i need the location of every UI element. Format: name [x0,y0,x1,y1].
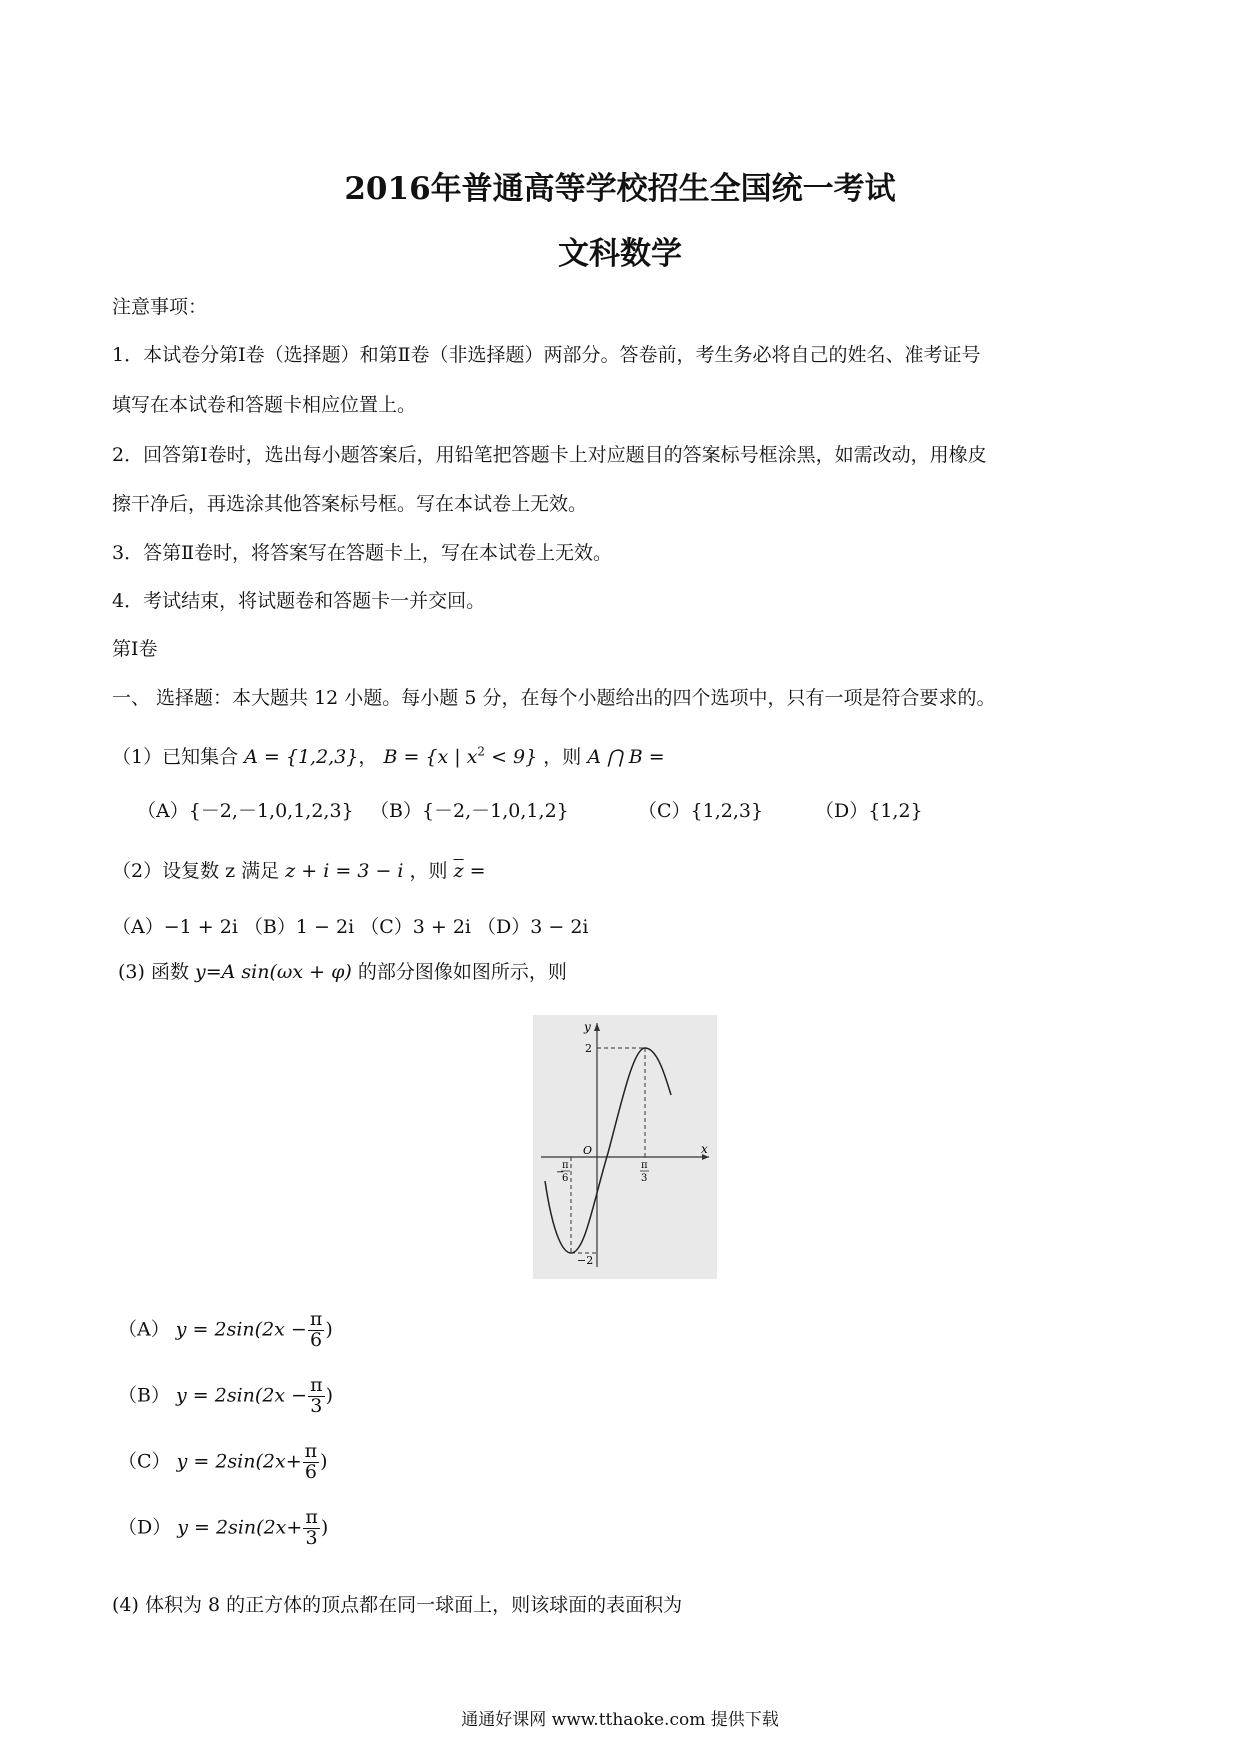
q1-prefix: （1）已知集合 [112,746,239,768]
q3-option-d-expr: y = 2sin(2x+ [177,1516,303,1539]
q3-option-a-close: ) [325,1318,333,1341]
q2-options: （A）−1 + 2i （B）1 − 2i （C）3 + 2i （D）3 − 2i [112,916,589,938]
q1-option-c: （C）{1,2,3} [638,800,764,822]
q3-option-a-num: π [309,1308,323,1330]
q3-graph-figure [533,1015,717,1279]
q2-condition: z + i = 3 − i [285,860,404,882]
q3-option-d [118,1508,328,1549]
q3-prefix: (3) 函数 [118,961,189,983]
q1-then: ，则 [543,746,582,768]
q1-option-b: （B）{－2,－1,0,1,2} [370,800,569,822]
q3-option-b [118,1376,333,1417]
q1-set-a: A = {1,2,3} [244,746,359,768]
q3-option-b-label: （B） [118,1384,170,1407]
q1-expr: A ⋂ B = [587,746,665,768]
q3-option-b-expr: y = 2sin(2x − [176,1384,308,1407]
notes-item-2-line-2: 擦干净后，再选涂其他答案标号框。写在本试卷上无效。 [112,493,588,515]
page-footer: 通通好课网 www.tthaoke.com 提供下载 [461,1710,779,1730]
q3-option-d-label: （D） [118,1516,172,1539]
notes-item-1-line-2: 填写在本试卷和答题卡相应位置上。 [112,394,417,416]
q3-option-c-expr: y = 2sin(2x+ [176,1450,302,1473]
tick-right-den: 3 [641,1173,648,1184]
q3-option-b-num: π [310,1374,323,1396]
y-axis-arrow [594,1023,600,1031]
q2-prefix: （2）设复数 z 满足 [112,860,280,882]
q3-function: y=A sin(ωx + φ) [195,961,352,983]
q3-option-a-expr: y = 2sin(2x − [175,1318,307,1341]
tick-left-den: 6 [562,1173,569,1184]
q1-set-b-pre: B = {x | x [383,746,478,768]
q3-option-c-label: （C） [118,1450,171,1473]
question-2-stem [112,856,486,883]
q3-option-d-num: π [305,1506,318,1528]
q3-option-c [118,1442,328,1483]
q1-comma: ， [358,746,378,768]
q3-option-d-den: 3 [305,1526,318,1549]
notes-item-3: 3．答第Ⅱ卷时，将答案写在答题卡上，写在本试卷上无效。 [112,542,613,564]
tick-left-num: π [562,1160,569,1171]
tick-left-sign: − [556,1167,565,1178]
q3-option-a-label: （A） [118,1318,170,1341]
x-label: x [701,1142,708,1156]
tick-neg2: −2 [577,1254,594,1267]
q1-option-d: （D）{1,2} [815,800,923,822]
q3-option-b-den: 3 [310,1394,323,1417]
q3-option-c-den: 6 [304,1460,317,1483]
q3-option-d-close: ) [320,1516,329,1539]
q3-option-a [118,1310,333,1351]
question-3-stem [118,957,567,984]
y-label: y [584,1020,591,1034]
notes-item-4: 4．考试结束，将试题卷和答题卡一并交回。 [112,590,486,612]
q1-option-a: （A）{－2,－1,0,1,2,3} [137,800,354,822]
tick-right-num: π [641,1160,648,1171]
q2-eq: = [463,860,486,882]
q1-set-b-sup: 2 [477,744,486,759]
q1-set-b-post: < 9} [485,746,538,768]
exam-title: 2016年普通高等学校招生全国统一考试 [344,171,896,207]
notes-item-2-line-1: 2．回答第Ⅰ卷时，选出每小题答案后，用铅笔把答题卡上对应题目的答案标号框涂黑，如需改动，用橡皮 [112,444,987,466]
q3-option-a-den: 6 [310,1328,323,1351]
q3-graph-svg [533,1015,717,1279]
sine-curve [545,1048,671,1253]
q3-option-c-close: ) [320,1450,328,1473]
q2-z-bar: $\overline{z}$ [453,860,464,882]
notes-item-1-line-1: 1．本试卷分第Ⅰ卷（选择题）和第Ⅱ卷（非选择题）两部分。答卷前，考生务必将自己的姓名、准考证号 [112,344,981,366]
section-instruction: 一、 选择题：本大题共 12 小题。每小题 5 分，在每个小题给出的四个选项中，只有一项是符合要求的。 [112,687,996,709]
q3-option-c-num: π [304,1440,318,1462]
q2-then: ，则 [409,860,448,882]
question-1-stem [112,742,665,769]
tick-2: 2 [585,1042,592,1055]
question-4-stem: (4) 体积为 8 的正方体的顶点都在同一球面上，则该球面的表面积为 [112,1594,683,1616]
q3-option-b-close: ) [325,1384,333,1407]
exam-subtitle: 文科数学 [558,236,682,272]
q3-suffix: 的部分图像如图所示，则 [357,961,567,983]
part-heading: 第Ⅰ卷 [112,638,158,660]
origin-label: O [583,1144,593,1157]
notes-heading: 注意事项： [112,296,208,318]
